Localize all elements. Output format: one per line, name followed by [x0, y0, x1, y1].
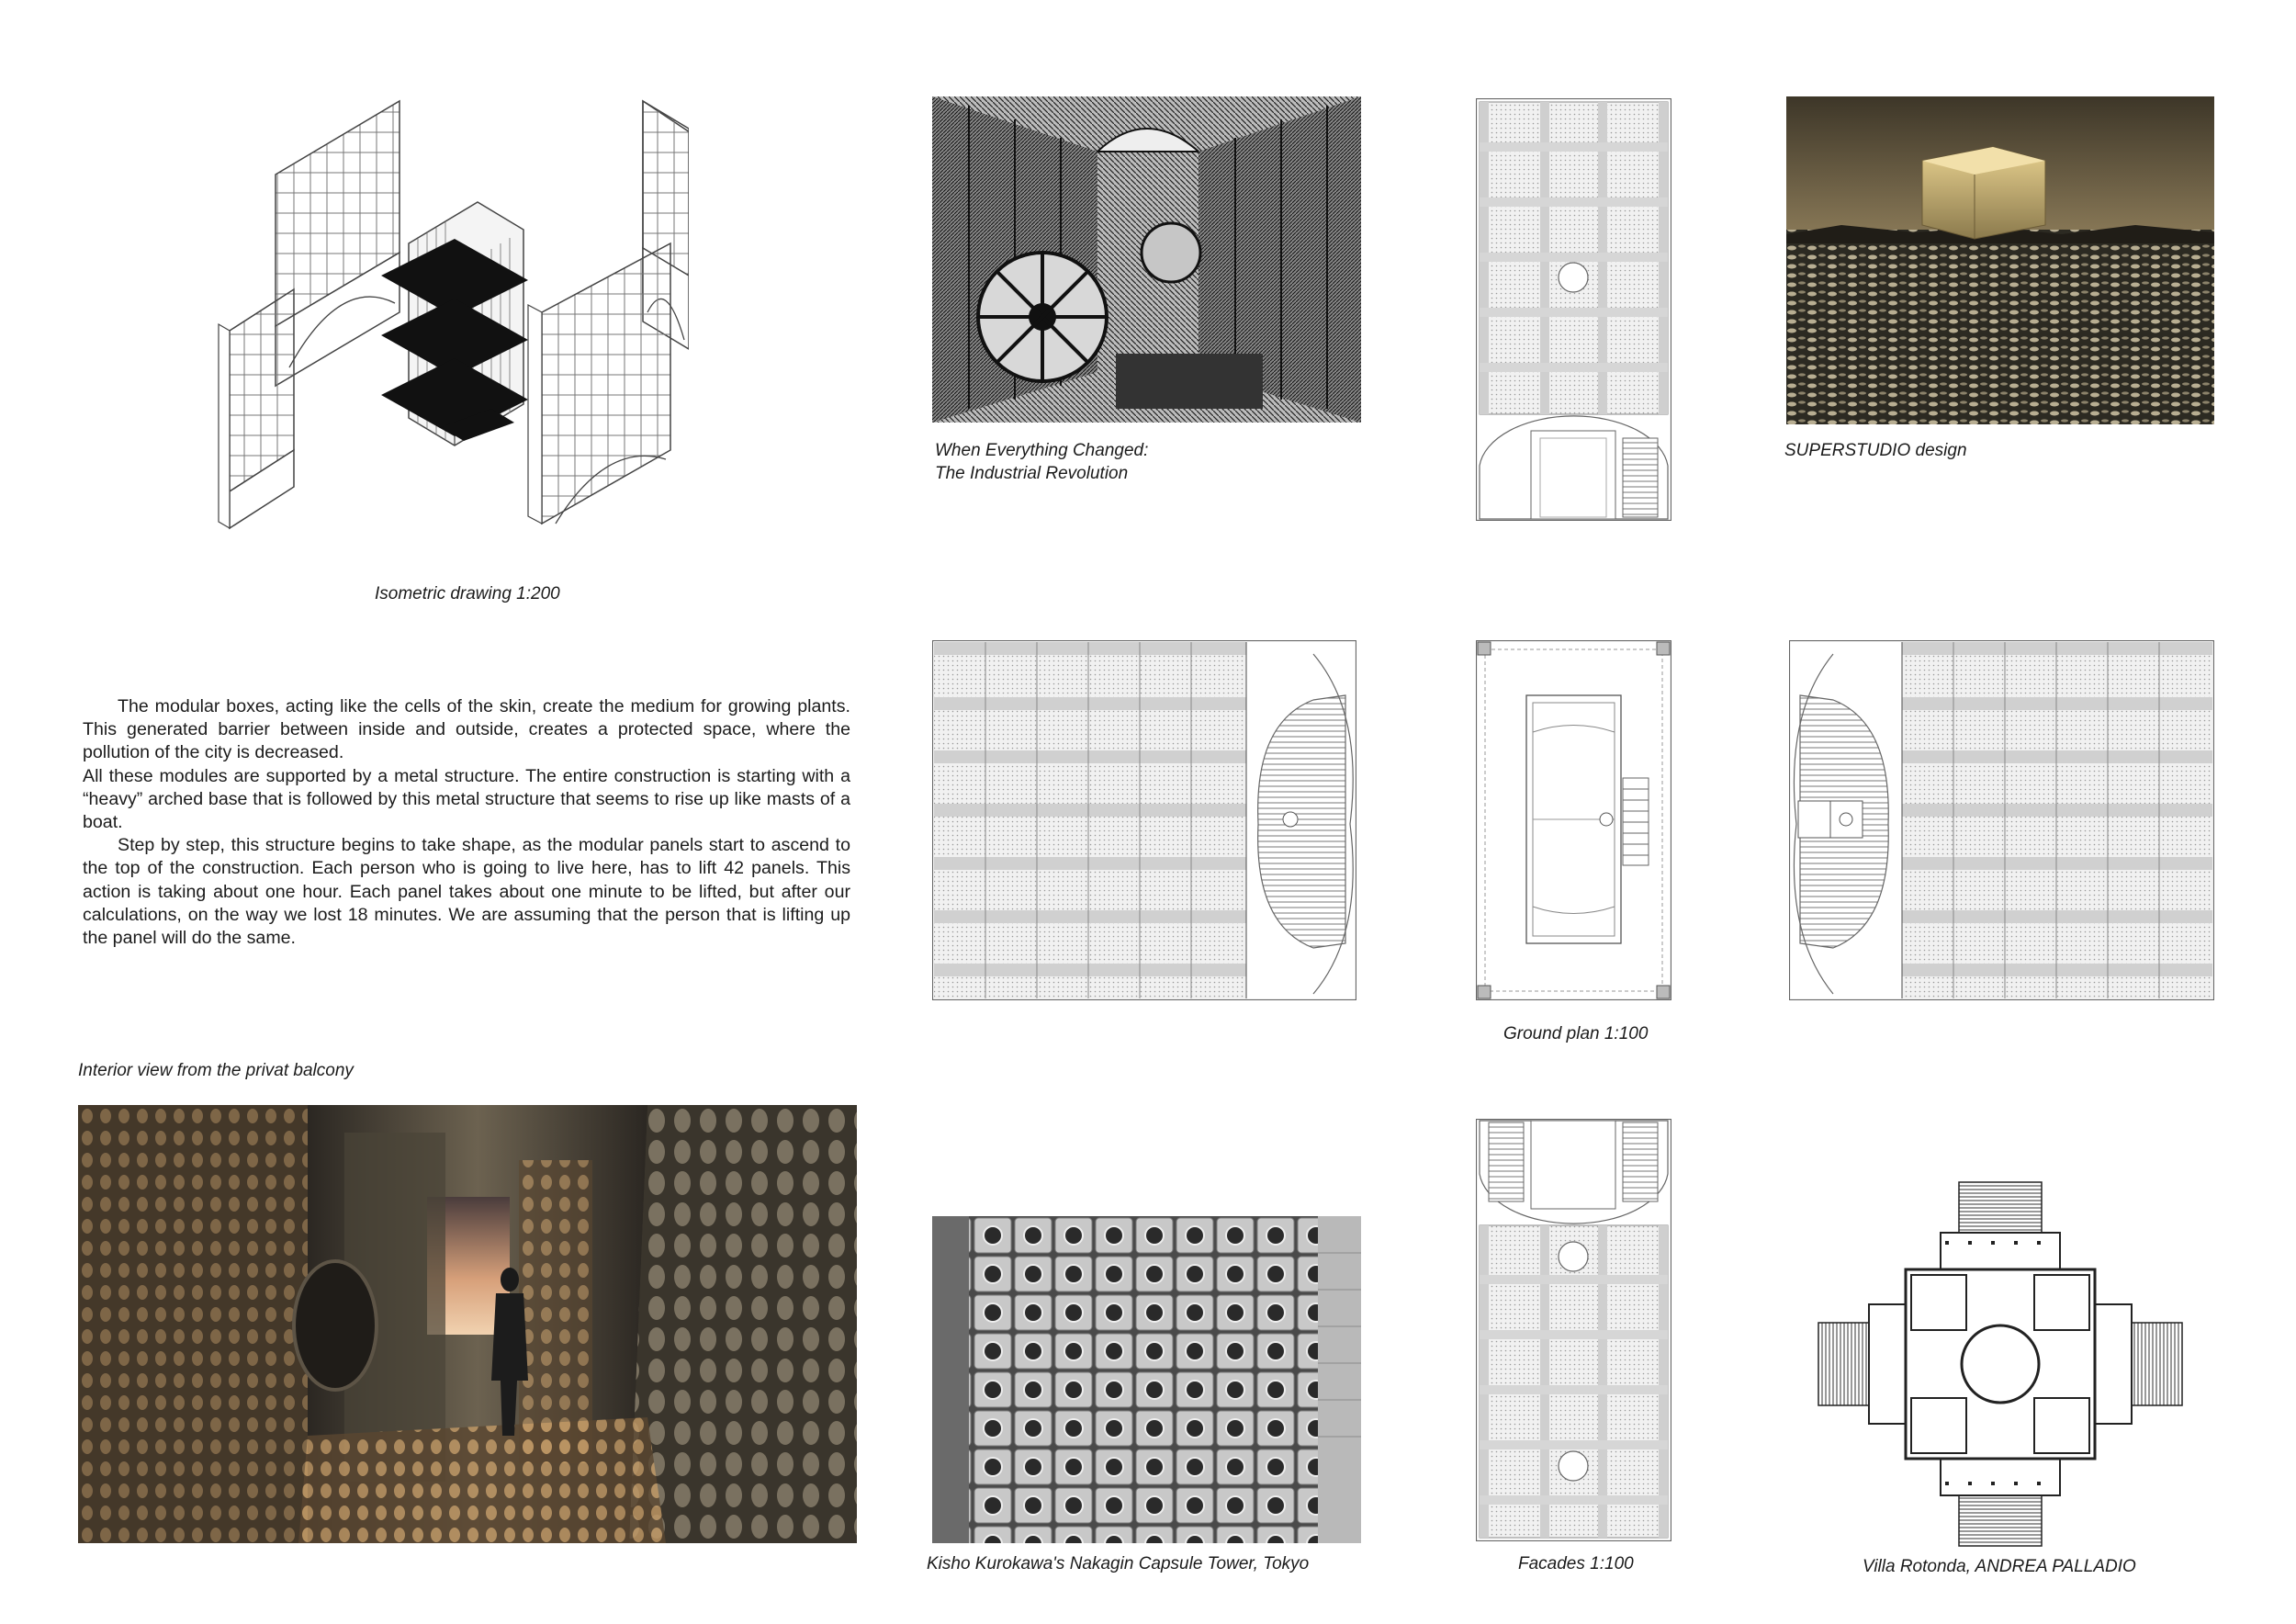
interior-render — [78, 1105, 857, 1543]
villa-rotonda-plan — [1817, 1180, 2184, 1548]
caption-facades: Facades 1:100 — [1518, 1554, 1634, 1573]
nakagin-capsule-tower-image — [932, 1216, 1361, 1543]
facade-elevation-top — [1476, 98, 1671, 521]
superstudio-image — [1786, 96, 2214, 424]
isometric-drawing — [211, 92, 689, 542]
description-paragraph-2: All these modules are supported by a metal structure. The entire construction is starting with a “heavy” arched base that is followed by this metal structure that seems to rise up like masts of a boat. — [83, 765, 850, 833]
description-paragraph-3: Step by step, this structure begins to take shape, as the modular panels start to ascend to the top of the construction. Each person who is going to live here, has to lift 42 panels. This action is taking about one hour. Each panel takes about one minute to be lifted, but after our calculations, on the way we lost 18 minutes. We are assuming that the person that is lifting up the panel will do the same. — [83, 835, 850, 949]
caption-industrial-line2: The Industrial Revolution — [935, 464, 1129, 483]
facade-elevation-bottom — [1476, 1119, 1671, 1541]
industrial-revolution-image — [932, 96, 1361, 423]
caption-interior: Interior view from the privat balcony — [78, 1061, 354, 1080]
facade-elevation-right — [1789, 640, 2214, 1000]
caption-nakagin: Kisho Kurokawa's Nakagin Capsule Tower, Tokyo — [927, 1554, 1310, 1573]
caption-industrial-line1: When Everything Changed: — [935, 441, 1149, 460]
caption-superstudio: SUPERSTUDIO design — [1784, 441, 1967, 460]
caption-isometric: Isometric drawing 1:200 — [375, 584, 560, 603]
ground-plan-drawing — [1476, 640, 1671, 1000]
project-description — [83, 695, 850, 950]
caption-ground-plan: Ground plan 1:100 — [1503, 1024, 1649, 1043]
caption-villa-rotonda: Villa Rotonda, ANDREA PALLADIO — [1863, 1557, 2136, 1576]
facade-elevation-left — [932, 640, 1356, 1000]
description-paragraph-1: The modular boxes, acting like the cells of the skin, create the medium for growing plants. This generated barrier between inside and outside, creates a protected space, where the pollution of the city is decreased. — [83, 696, 850, 763]
